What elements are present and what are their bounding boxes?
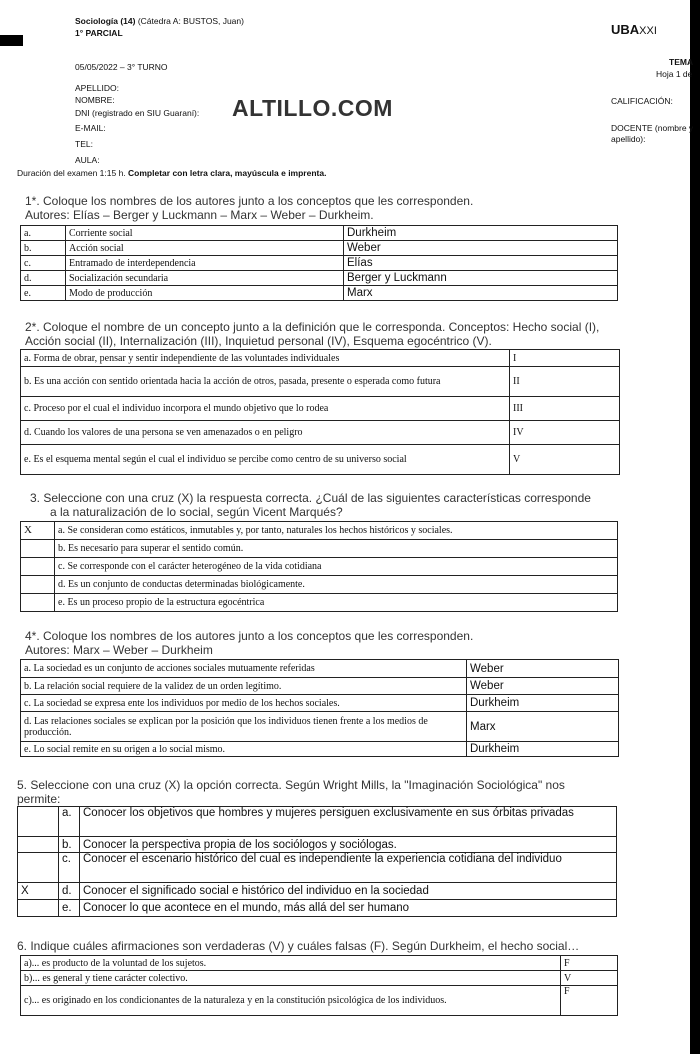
q5-letter: b. [59,837,80,853]
q1-concept: Acción social [66,241,344,256]
q6-title: 6. Indique cuáles afirmaciones son verdaderas (V) y cuáles falsas (F). Según Durkheim, el hecho social… [17,939,580,953]
q1-title: 1*. Coloque los nombres de los autores junto a los conceptos que les corresponden. [25,194,474,208]
q4-concept: d. Las relaciones sociales se explican por la posición que los individuos tienen frente a los medios de producción. [21,712,467,742]
q1-letter: a. [21,226,66,241]
field-email: E-MAIL: [75,123,106,133]
table-row [21,742,619,757]
table-row [21,350,620,367]
q4-answer: Weber [467,660,619,678]
q2-table [20,349,620,475]
table-row [21,971,618,986]
q5-mark [18,837,59,853]
table-row [21,576,618,594]
q2-definition: d. Cuando los valores de una persona se ven amenazados o en peligro [21,421,510,445]
q1-concept: Modo de producción [66,286,344,301]
q3-mark [21,594,55,612]
q5-letter: c. [59,853,80,883]
q5-letter: a. [59,807,80,837]
q3-option: c. Se corresponde con el carácter heterogéneo de la vida cotidiana [55,558,618,576]
page-edge-bar [690,0,700,1054]
table-row [21,241,618,256]
calificacion-label: CALIFICACIÓN: [611,96,673,106]
table-row [18,807,617,837]
q5-mark [18,853,59,883]
q5-mark [18,900,59,917]
q2-answer: III [510,397,620,421]
q1-answer: Marx [344,286,618,301]
q5-title: 5. Seleccione con una cruz (X) la opción correcta. Según Wright Mills, la "Imaginación Sociológica" nos [17,778,565,792]
q4-answer: Marx [467,712,619,742]
q3-mark [21,558,55,576]
q3-table [20,521,618,612]
field-nombre: NOMBRE: [75,95,115,105]
q1-concept: Corriente social [66,226,344,241]
q3-mark [21,540,55,558]
q4-answer: Durkheim [467,695,619,712]
field-apellido: APELLIDO: [75,83,119,93]
table-row [21,678,619,695]
tema-label: TEMA [669,57,694,67]
course-title: Sociología (14) (Cátedra A: BUSTOS, Juan) [75,16,244,26]
q5-option: Conocer el significado social e histórico del individuo en la sociedad [80,883,617,900]
q2-definition: b. Es una acción con sentido orientada hacia la acción de otros, pasada, presente o esperada como futura [21,367,510,397]
q5-subtitle: permite: [17,792,61,806]
q2-answer: IV [510,421,620,445]
duration-note: Duración del examen 1:15 h. Completar con letra clara, mayúscula e imprenta. [17,168,327,178]
q1-answer: Weber [344,241,618,256]
q4-subtitle: Autores: Marx – Weber – Durkheim [25,643,213,657]
q1-letter: d. [21,271,66,286]
table-row [21,660,619,678]
q6-answer: F [561,986,618,1016]
margin-black-mark [0,35,23,46]
q3-option: a. Se consideran como estáticos, inmutables y, por tanto, naturales los hechos históricos y sociales. [55,522,618,540]
q2-definition: e. Es el esquema mental según el cual el individuo se percibe como centro de su universo social [21,445,510,475]
q4-concept: b. La relación social requiere de la validez de un orden legítimo. [21,678,467,695]
table-row [21,522,618,540]
q5-option: Conocer los objetivos que hombres y mujeres persiguen exclusivamente en sus órbitas privadas [80,807,617,837]
q2-answer: II [510,367,620,397]
q5-letter: e. [59,900,80,917]
q1-answer: Durkheim [344,226,618,241]
q3-mark: X [21,522,55,540]
table-row [21,271,618,286]
uba-logo: UBAXXI [611,22,657,37]
q1-subtitle: Autores: Elías – Berger y Luckmann – Marx – Weber – Durkheim. [25,208,374,222]
table-row [18,837,617,853]
q6-statement: b)... es general y tiene carácter colectivo. [21,971,561,986]
q2-answer: I [510,350,620,367]
q2-answer: V [510,445,620,475]
q5-option: Conocer el escenario histórico del cual es independiente la experiencia cotidiana del individuo [80,853,617,883]
field-tel: TEL: [75,139,93,149]
q5-mark [18,807,59,837]
q2-title: 2*. Coloque el nombre de un concepto junto a la definición que le corresponda. Conceptos: Hecho social (I), [25,320,600,334]
q6-table [20,955,618,1016]
docente-label-2: apellido): [611,134,646,144]
table-row [21,986,618,1016]
table-row [21,367,620,397]
watermark: ALTILLO.COM [232,95,393,121]
q6-statement: a)... es producto de la voluntad de los sujetos. [21,956,561,971]
field-aula: AULA: [75,155,100,165]
q5-mark: X [18,883,59,900]
exam-date: 05/05/2022 – 3° TURNO [75,62,168,72]
q3-subtitle: a la naturalización de lo social, según Vicent Marqués? [50,505,343,519]
table-row [18,900,617,917]
q6-answer: F [561,956,618,971]
exam-name: 1° PARCIAL [75,28,123,38]
q4-concept: e. Lo social remite en su origen a lo social mismo. [21,742,467,757]
docente-label-1: DOCENTE (nombre y [611,123,694,133]
q4-table [20,659,619,757]
table-row [21,540,618,558]
table-row [21,558,618,576]
q2-definition: a. Forma de obrar, pensar y sentir independiente de las voluntades individuales [21,350,510,367]
table-row [21,421,620,445]
q1-letter: c. [21,256,66,271]
q1-concept: Socialización secundaria [66,271,344,286]
table-row [21,695,619,712]
q2-subtitle: Acción social (II), Internalización (III), Inquietud personal (IV), Esquema egocéntrico (V). [25,334,492,348]
q1-letter: e. [21,286,66,301]
table-row [21,594,618,612]
q1-concept: Entramado de interdependencia [66,256,344,271]
q3-title: 3. Seleccione con una cruz (X) la respuesta correcta. ¿Cuál de las siguientes características corresponde [30,491,591,505]
q3-mark [21,576,55,594]
q5-letter: d. [59,883,80,900]
q2-definition: c. Proceso por el cual el individuo incorpora el mundo objetivo que lo rodea [21,397,510,421]
q3-option: d. Es un conjunto de conductas determinadas biológicamente. [55,576,618,594]
q4-title: 4*. Coloque los nombres de los autores junto a los conceptos que les corresponden. [25,629,474,643]
q4-concept: c. La sociedad se expresa ente los individuos por medio de los hechos sociales. [21,695,467,712]
table-row [21,256,618,271]
table-row [21,286,618,301]
table-row [21,226,618,241]
table-row [18,883,617,900]
q4-concept: a. La sociedad es un conjunto de acciones sociales mutuamente referidas [21,660,467,678]
q6-statement: c)... es originado en los condicionantes de la naturaleza y en la constitución psicológica de los individuos. [21,986,561,1016]
q6-answer: V [561,971,618,986]
table-row [21,956,618,971]
table-row [21,712,619,742]
table-row [21,445,620,475]
hoja-label: Hoja 1 de [656,69,693,79]
q4-answer: Durkheim [467,742,619,757]
q5-table [17,806,617,917]
q3-option: e. Es un proceso propio de la estructura egocéntrica [55,594,618,612]
q3-option: b. Es necesario para superar el sentido común. [55,540,618,558]
q4-answer: Weber [467,678,619,695]
q1-letter: b. [21,241,66,256]
field-dni: DNI (registrado en SIU Guaraní): [75,108,200,118]
q1-answer: Berger y Luckmann [344,271,618,286]
table-row [18,853,617,883]
q5-option: Conocer lo que acontece en el mundo, más allá del ser humano [80,900,617,917]
q5-option: Conocer la perspectiva propia de los sociólogos y sociólogas. [80,837,617,853]
q1-table [20,225,618,301]
q1-answer: Elías [344,256,618,271]
table-row [21,397,620,421]
